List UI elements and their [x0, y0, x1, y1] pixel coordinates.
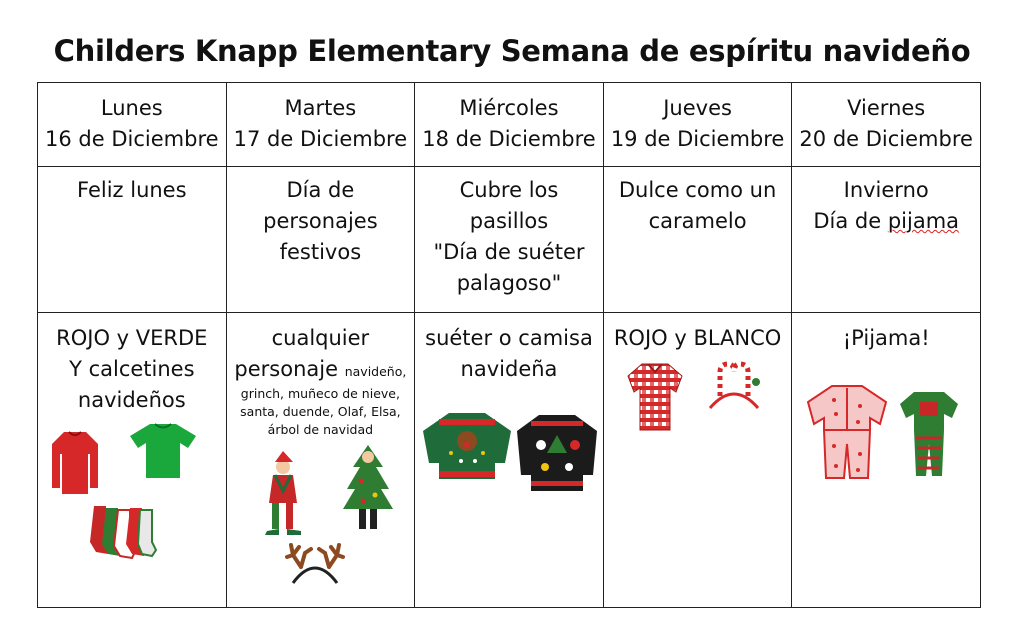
red-pajamas-image: [804, 384, 890, 480]
theme-line: Cubre los: [459, 178, 559, 202]
dress-line: suéter o camisa: [425, 326, 593, 350]
day-cell-wednesday: [415, 83, 604, 167]
theme-cell-monday: [38, 167, 227, 313]
elf-costume-image: [261, 451, 305, 537]
theme-line: "Día de suéter: [433, 240, 585, 264]
dress-note: árbol de navidad: [267, 422, 374, 437]
theme-line: Feliz lunes: [77, 178, 187, 202]
reindeer-antlers-image: [283, 533, 347, 585]
dress-note: grinch, muñeco de nieve,: [240, 386, 400, 401]
theme-cell-friday: [792, 167, 981, 313]
red-longsleeve-shirt-image: [50, 430, 100, 496]
day-name: Miércoles: [459, 96, 559, 120]
theme-line: palagoso": [456, 271, 562, 295]
dress-line: cualquier: [271, 326, 370, 350]
day-date: 20 de Diciembre: [799, 127, 973, 151]
green-elf-pajamas-image: [898, 390, 960, 478]
ugly-sweater-green-image: [421, 409, 513, 481]
day-date: 18 de Diciembre: [422, 127, 596, 151]
candy-cane-headband-image: [702, 360, 766, 412]
theme-row: [38, 167, 981, 313]
day-date: 16 de Diciembre: [45, 127, 219, 151]
christmas-socks-image: [88, 502, 158, 560]
theme-line: Dulce como un: [618, 178, 777, 202]
day-name: Martes: [284, 96, 357, 120]
day-cell-monday: [38, 83, 227, 167]
theme-line: caramelo: [648, 209, 747, 233]
theme-line: festivos: [279, 240, 362, 264]
dress-line: Y calcetines: [69, 357, 195, 381]
tree-costume-image: [343, 445, 393, 535]
theme-text-spellcheck: pijama: [887, 209, 960, 233]
day-cell-friday: [792, 83, 981, 167]
dress-cell-thursday: [603, 313, 792, 608]
dress-cell-monday: [38, 313, 227, 608]
dress-code-row: [38, 313, 981, 608]
dress-text-small: navideño,: [344, 364, 407, 379]
dress-cell-friday: [792, 313, 981, 608]
dress-line: ROJO y VERDE: [56, 326, 208, 350]
theme-line: Invierno: [843, 178, 929, 202]
day-cell-tuesday: [226, 83, 415, 167]
day-name: Viernes: [847, 96, 926, 120]
dress-line: navideños: [77, 388, 186, 412]
dress-line: ¡Pijama!: [842, 326, 930, 350]
dress-text: personaje: [234, 357, 339, 381]
dress-line: [227, 354, 415, 385]
theme-line: personajes: [263, 209, 378, 233]
theme-cell-tuesday: [226, 167, 415, 313]
theme-text: Día de: [813, 209, 888, 233]
day-name: Lunes: [100, 96, 163, 120]
theme-line: pasillos: [469, 209, 549, 233]
day-name: Jueves: [663, 96, 732, 120]
page-title: Childers Knapp Elementary Semana de espíritu navideño: [53, 34, 971, 68]
dress-note: santa, duende, Olaf, Elsa,: [240, 404, 401, 419]
day-date: 19 de Diciembre: [610, 127, 785, 151]
green-tshirt-image: [128, 422, 198, 480]
dress-cell-wednesday: [415, 313, 604, 608]
ugly-sweater-black-image: [515, 413, 599, 493]
theme-cell-thursday: [603, 167, 792, 313]
day-cell-thursday: [603, 83, 792, 167]
dress-line: ROJO y BLANCO: [613, 326, 782, 350]
day-date: 17 de Diciembre: [233, 127, 408, 151]
dress-line: navideña: [460, 357, 558, 381]
spirit-week-table: [37, 82, 981, 608]
theme-line: [792, 206, 980, 237]
day-header-row: [38, 83, 981, 167]
theme-cell-wednesday: [415, 167, 604, 313]
theme-line: Día de: [286, 178, 355, 202]
dress-cell-tuesday: [226, 313, 415, 608]
red-plaid-shirt-image: [626, 362, 684, 432]
